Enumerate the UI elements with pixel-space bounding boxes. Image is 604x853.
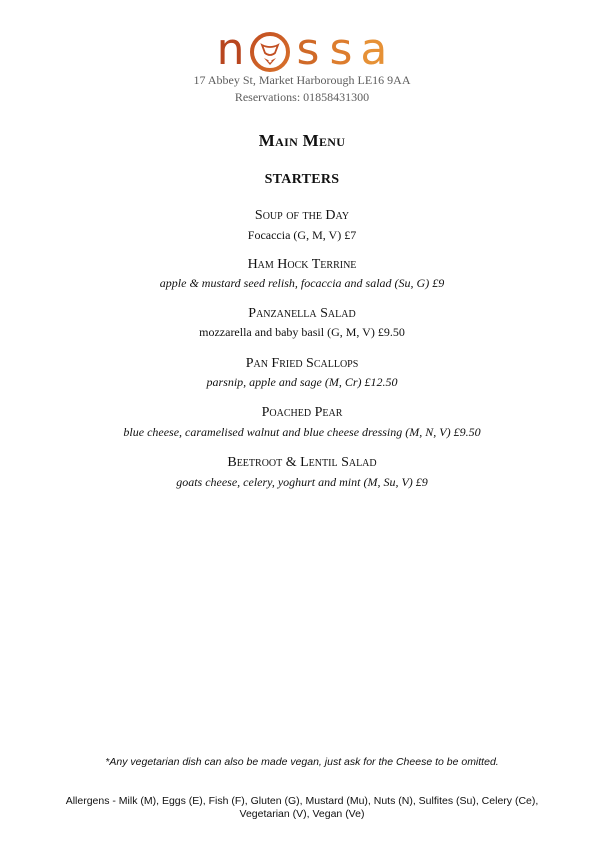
logo-letter-s: s xyxy=(329,24,353,75)
restaurant-address: 17 Abbey St, Market Harborough LE16 9AA xyxy=(193,73,411,87)
brand-logo xyxy=(0,26,604,74)
logo-letter-n: n xyxy=(216,24,245,75)
section-title-starters: STARTERS xyxy=(264,172,340,187)
dish-name: Poached Pear xyxy=(261,405,343,420)
dish-name: Panzanella Salad xyxy=(248,306,356,321)
dish-name: Pan Fried Scallops xyxy=(245,356,359,371)
vegan-note: *Any vegetarian dish can also be made vegan, just ask for the Cheese to be omitted. xyxy=(105,756,499,768)
menu-title: Main Menu xyxy=(258,131,346,150)
reservations-phone: Reservations: 01858431300 xyxy=(234,90,370,104)
dish-description: parsnip, apple and sage (M, Cr) £12.50 xyxy=(206,375,398,389)
logo-letter-s: s xyxy=(296,24,320,75)
dish-name: Soup of the Day xyxy=(254,208,350,223)
dish-description: apple & mustard seed relish, focaccia and salad (Su, G) £9 xyxy=(159,276,445,290)
dish-description: mozzarella and baby basil (G, M, V) £9.50 xyxy=(199,325,405,339)
dish-description: blue cheese, caramelised walnut and blue cheese dressing (M, N, V) £9.50 xyxy=(123,425,481,439)
dish-name: Beetroot & Lentil Salad xyxy=(227,455,377,470)
dish-description: goats cheese, celery, yoghurt and mint (M, Su, V) £9 xyxy=(176,475,428,489)
allergens-key: Allergens - Milk (M), Eggs (E), Fish (F), Gluten (G), Mustard (Mu), Nuts (N), Sulfites (Su), Celery (Ce), Vegetarian (V), Vegan (Ve) xyxy=(65,795,539,820)
bowtie-face-icon xyxy=(249,31,291,73)
dish-description: Focaccia (G, M, V) £7 xyxy=(247,228,357,242)
logo-letter-a: a xyxy=(360,24,388,75)
dish-name: Ham Hock Terrine xyxy=(247,257,357,272)
